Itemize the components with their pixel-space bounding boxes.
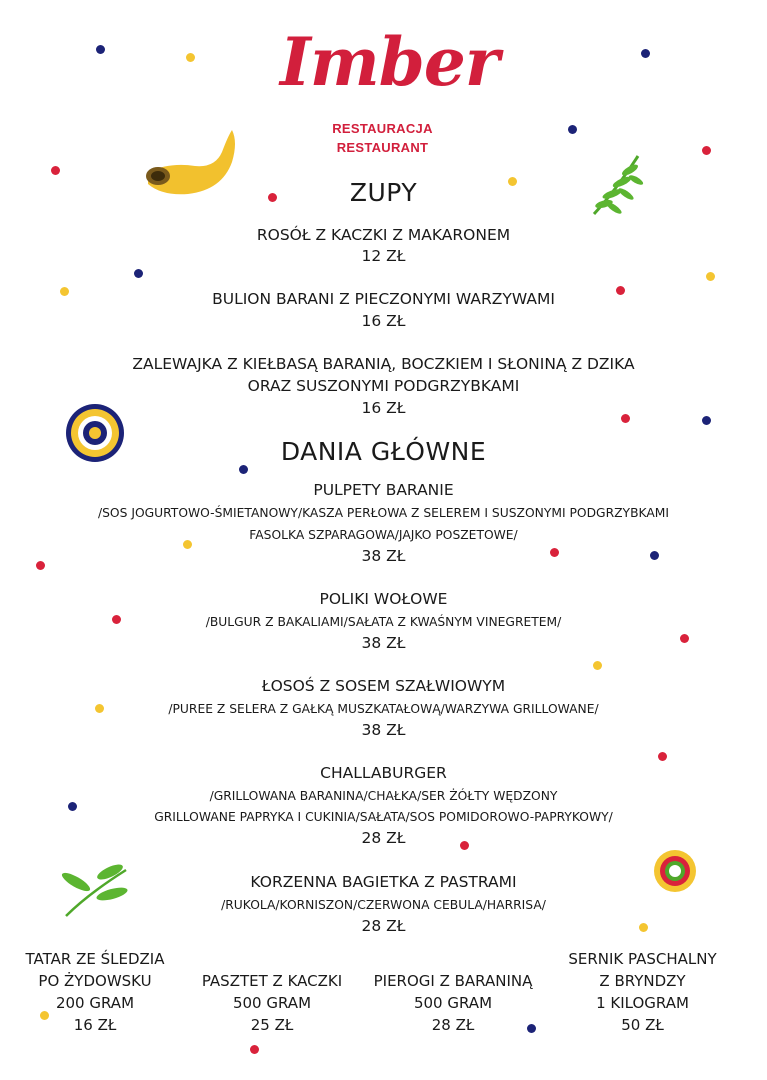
soup-name: ROSÓŁ Z KACZKI Z MAKARONEM — [256, 226, 511, 244]
confetti-dot — [112, 615, 121, 624]
confetti-dot — [186, 53, 195, 62]
confetti-dot — [183, 540, 192, 549]
main-dish-description: /RUKOLA/KORNISZON/CZERWONA CEBULA/HARRISA/ — [221, 898, 546, 912]
confetti-dot — [250, 1045, 259, 1054]
mains-heading: DANIA GŁÓWNE — [280, 437, 487, 466]
green-branch-icon — [586, 150, 646, 220]
main-dish-name: PULPETY BARANIE — [313, 481, 454, 499]
main-dish-price: 38 ZŁ — [361, 721, 406, 739]
confetti-dot — [68, 802, 77, 811]
main-dish-description-line2: FASOLKA SZPARAGOWA/JAJKO POSZETOWE/ — [249, 528, 518, 542]
confetti-dot — [96, 45, 105, 54]
bulk-item-line: SERNIK PASCHALNY — [568, 950, 717, 968]
bulk-item-line: PASZTET Z KACZKI — [201, 972, 343, 990]
green-leaves-icon — [52, 858, 134, 920]
confetti-dot — [616, 286, 625, 295]
main-dish-price: 38 ZŁ — [361, 547, 406, 565]
main-dish-description: /BULGUR Z BAKALIAMI/SAŁATA Z KWAŚNYM VINEGRETEM/ — [205, 615, 562, 629]
confetti-dot — [658, 752, 667, 761]
confetti-dot — [460, 841, 469, 850]
confetti-dot — [639, 923, 648, 932]
confetti-dot — [508, 177, 517, 186]
confetti-dot — [702, 146, 711, 155]
subtitle-restauracja: RESTAURACJA — [332, 121, 433, 136]
main-dish-name: CHALLABURGER — [320, 764, 447, 782]
shofar-horn-icon — [140, 122, 240, 202]
bulk-item-line: PIEROGI Z BARANINĄ — [373, 972, 533, 990]
confetti-dot — [134, 269, 143, 278]
main-dish-price: 28 ZŁ — [361, 917, 406, 935]
bulk-item-lamb-pierogi — [362, 970, 544, 1036]
confetti-dot — [550, 548, 559, 557]
confetti-dot — [641, 49, 650, 58]
soups-heading: ZUPY — [349, 178, 418, 207]
bulk-item-line: TATAR ZE ŚLEDZIA — [25, 950, 165, 968]
main-dish-name: ŁOSOŚ Z SOSEM SZAŁWIOWYM — [261, 677, 506, 695]
red-yellow-flower-icon — [652, 848, 698, 894]
confetti-dot — [95, 704, 104, 713]
soup-price: 12 ZŁ — [361, 247, 406, 265]
main-dish-price: 28 ZŁ — [361, 829, 406, 847]
bulk-item-line: PO ŻYDOWSKU — [38, 972, 152, 990]
bulk-item-weight: 200 GRAM — [55, 994, 135, 1012]
bulk-item-price: 28 ZŁ — [431, 1016, 475, 1034]
bulk-item-price: 50 ZŁ — [621, 1016, 664, 1034]
main-dish-description-line2: GRILLOWANE PAPRYKA I CUKINIA/SAŁATA/SOS POMIDOROWO-PAPRYKOWY/ — [154, 810, 613, 824]
confetti-dot — [268, 193, 277, 202]
bulk-item-line: Z BRYNDZY — [599, 972, 686, 990]
soup-price: 16 ZŁ — [361, 312, 406, 330]
main-dish-description: /GRILLOWANA BARANINA/CHAŁKA/SER ŻÓŁTY WĘDZONY — [209, 789, 558, 803]
blue-yellow-flower-icon — [64, 402, 126, 464]
confetti-dot — [51, 166, 60, 175]
main-dish-name: POLIKI WOŁOWE — [319, 590, 448, 608]
confetti-dot — [36, 561, 45, 570]
bulk-item-weight: 500 GRAM — [232, 994, 312, 1012]
bulk-item-cheesecake — [555, 948, 730, 1036]
confetti-dot — [706, 272, 715, 281]
confetti-dot — [593, 661, 602, 670]
bulk-item-herring-tartare — [15, 948, 175, 1036]
confetti-dot — [680, 634, 689, 643]
main-dish-description: /SOS JOGURTOWO-ŚMIETANOWY/KASZA PERŁOWA Z SELEREM I SUSZONYMI PODGRZYBKAMI — [97, 506, 669, 520]
bulk-item-weight: 1 KILOGRAM — [596, 994, 689, 1012]
bulk-item-duck-pate — [192, 970, 352, 1036]
confetti-dot — [568, 125, 577, 134]
soup-name: ZALEWAJKA Z KIEŁBASĄ BARANIĄ, BOCZKIEM I SŁONINĄ Z DZIKA — [132, 355, 635, 373]
main-dish-description: /PUREE Z SELERA Z GAŁKĄ MUSZKATAŁOWĄ/WARZYWA GRILLOWANE/ — [168, 702, 599, 716]
subtitle-restaurant: RESTAURANT — [336, 140, 429, 155]
bulk-item-price: 25 ZŁ — [250, 1016, 294, 1034]
restaurant-logo: Imber — [280, 23, 499, 101]
soup-name: BULION BARANI Z PIECZONYMI WARZYWAMI — [212, 290, 555, 308]
bulk-item-weight: 500 GRAM — [413, 994, 493, 1012]
bulk-item-price: 16 ZŁ — [73, 1016, 117, 1034]
soup-price: 16 ZŁ — [361, 399, 406, 417]
main-dish-name: KORZENNA BAGIETKA Z PASTRAMI — [250, 873, 517, 891]
confetti-dot — [40, 1011, 49, 1020]
confetti-dot — [527, 1024, 536, 1033]
main-dish-price: 38 ZŁ — [361, 634, 406, 652]
confetti-dot — [650, 551, 659, 560]
soup-name-line2: ORAZ SUSZONYMI PODGRZYBKAMI — [247, 377, 520, 395]
confetti-dot — [239, 465, 248, 474]
confetti-dot — [621, 414, 630, 423]
confetti-dot — [60, 287, 69, 296]
confetti-dot — [702, 416, 711, 425]
